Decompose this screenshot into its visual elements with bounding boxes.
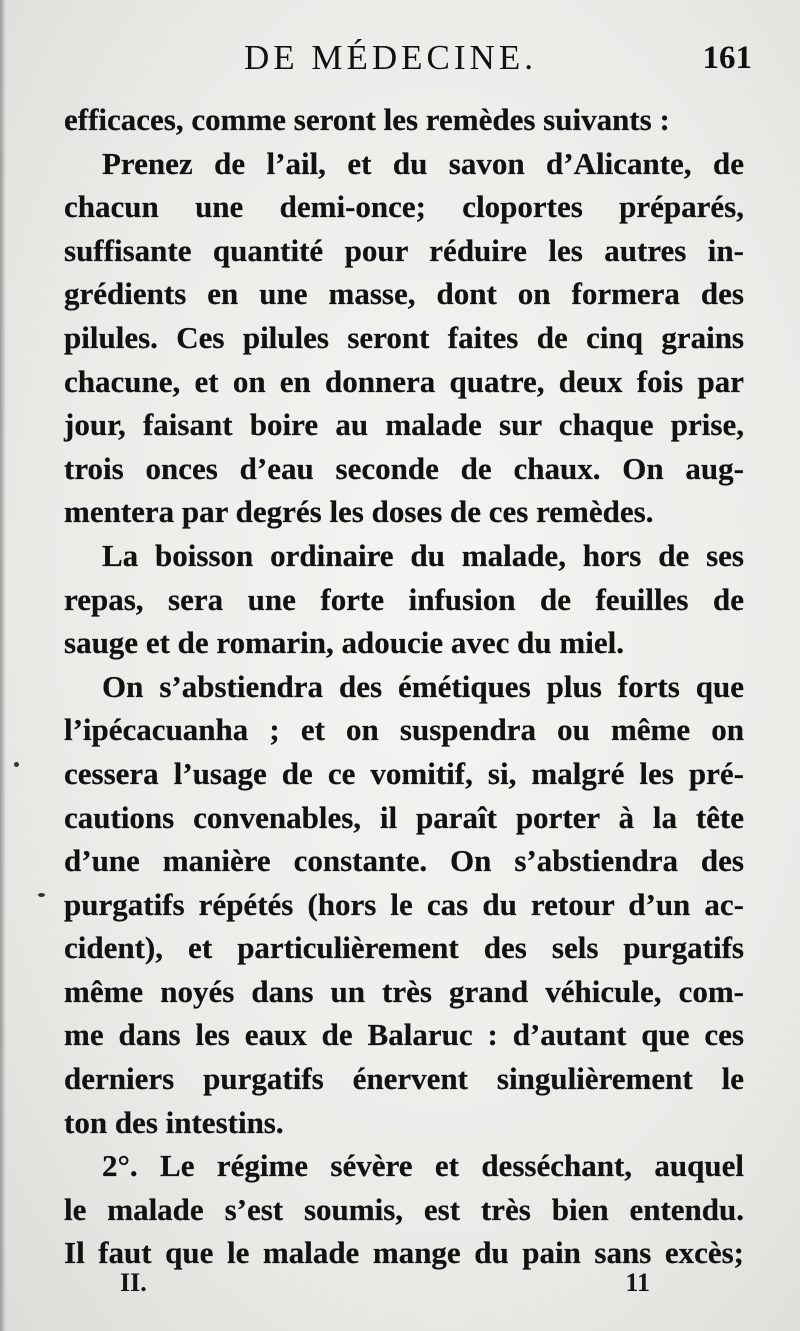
text-line: sauge et de romarin, adoucie avec du miel. (64, 625, 624, 661)
text-line: 2°. Le régime sévère et desséchant, auquel (102, 1148, 744, 1184)
page-footer (120, 1268, 650, 1308)
ink-speck (38, 893, 45, 897)
text-line: me dans les eaux de Balaruc : d’autant que ces (64, 1017, 744, 1053)
text-line: l’ipécacuanha ; et on suspendra ou même on (64, 712, 744, 748)
text-line: trois onces d’eau seconde de chaux. On aug- (64, 450, 744, 486)
text-line: même noyés dans un très grand véhicule, com- (64, 973, 744, 1009)
text-line: mentera par degrés les doses de ces remèdes. (64, 494, 654, 530)
gathering-signature: 11 (625, 1268, 650, 1297)
text-line: d’une manière constante. On s’abstiendra des (64, 843, 744, 879)
text-line: On s’abstiendra des émétiques plus forts que (102, 668, 744, 704)
text-line: pilules. Ces pilules seront faites de cinq grains (64, 319, 744, 355)
body-text (64, 98, 744, 1275)
text-line: cident), et particulièrement des sels purgatifs (64, 930, 744, 966)
page-number: 161 (702, 40, 752, 76)
page-header (62, 38, 752, 88)
running-head: DE MÉDECINE. (244, 38, 537, 77)
volume-signature: II. (120, 1268, 147, 1297)
text-line: Il faut que le malade mange du pain sans excès; (64, 1235, 744, 1271)
text-line: suffisante quantité pour réduire les autres in- (64, 232, 744, 268)
text-line: cessera l’usage de ce vomitif, si, malgré les pré- (64, 755, 744, 791)
text-line: le malade s’est soumis, est très bien entendu. (64, 1191, 744, 1227)
text-line: cautions convenables, il paraît porter à la tête (64, 799, 744, 835)
text-line: purgatifs répétés (hors le cas du retour d’un ac- (64, 886, 744, 922)
text-line: repas, sera une forte infusion de feuilles de (64, 581, 744, 617)
text-line: chacun une demi-once; cloportes préparés, (64, 189, 744, 225)
text-line: efficaces, comme seront les remèdes suivants : (64, 102, 670, 137)
text-line: La boisson ordinaire du malade, hors de ses (102, 537, 744, 573)
text-line: chacune, et on en donnera quatre, deux fois par (64, 363, 744, 399)
text-line: derniers purgatifs énervent singulièrement le (64, 1061, 744, 1097)
text-line: grédients en une masse, dont on formera des (64, 276, 744, 312)
ink-speck (14, 762, 19, 767)
text-line: jour, faisant boire au malade sur chaque prise, (64, 407, 744, 443)
text-line: ton des intestins. (64, 1104, 284, 1140)
text-line: Prenez de l’ail, et du savon d’Alicante, de (102, 145, 744, 181)
page-edge-shadow (0, 0, 6, 1331)
